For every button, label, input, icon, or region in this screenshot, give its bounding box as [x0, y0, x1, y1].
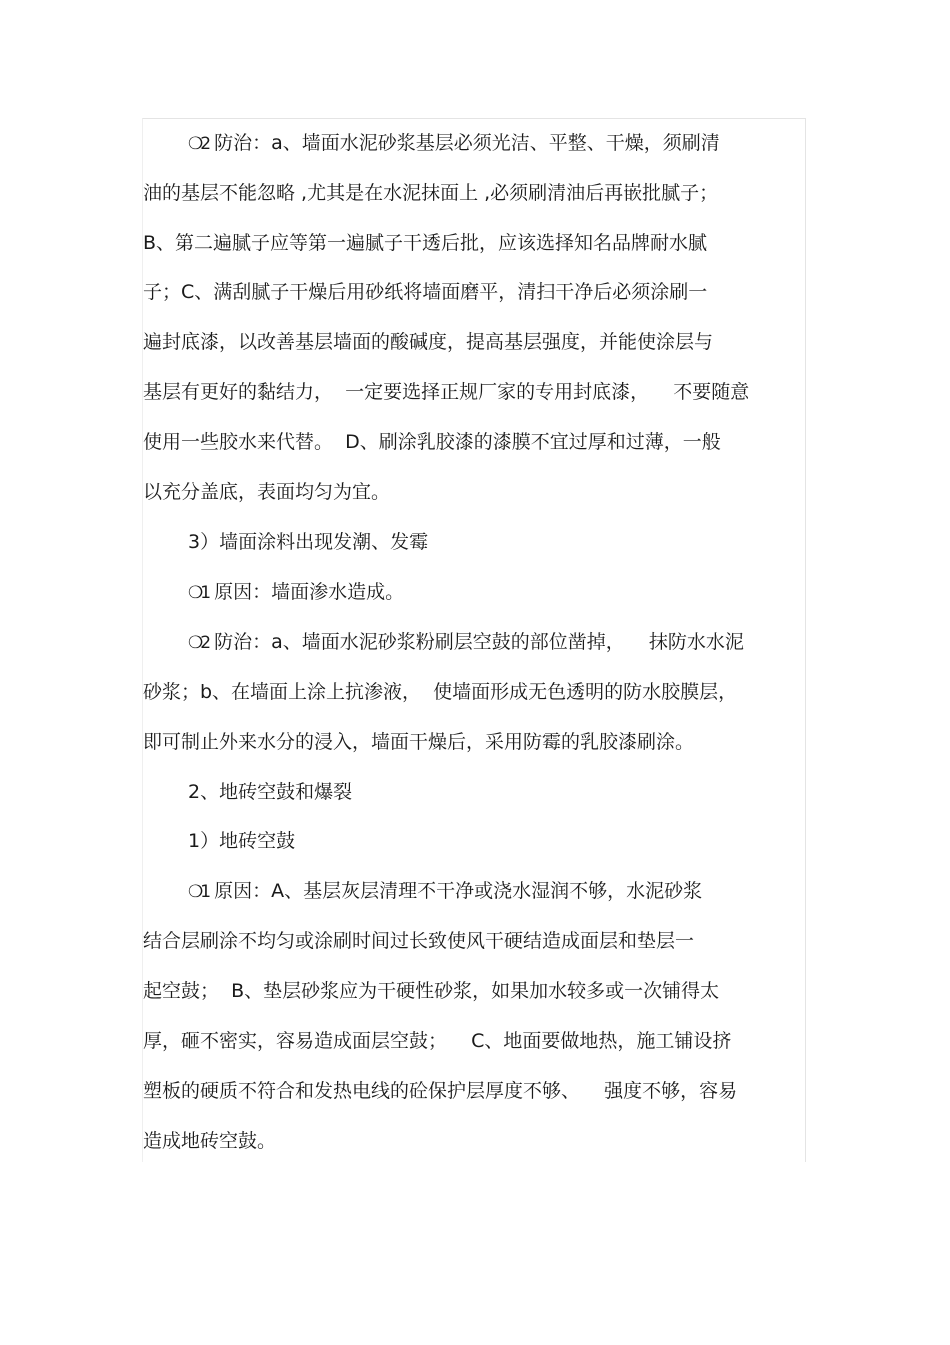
text-line: ❍2 防治：a、墙面水泥砂浆基层必须光洁、平整、干燥，须刷清 [188, 132, 720, 154]
text-line: 砂浆；b、在墙面上涂上抗渗液， 使墙面形成无色透明的防水胶膜层， [143, 681, 738, 703]
section-heading: 2、地砖空鼓和爆裂 [188, 781, 353, 803]
text-line: 子；C、满刮腻子干燥后用砂纸将墙面磨平，清扫干净后必须涂刷一 [143, 281, 708, 303]
circled-number-marker: ❍2 [188, 633, 209, 653]
text-line: 基层有更好的黏结力， 一定要选择正规厂家的专用封底漆， 不要随意 [143, 381, 750, 403]
text-line: 塑板的硬质不符合和发热电线的砼保护层厚度不够、 强度不够，容易 [143, 1080, 738, 1102]
text-line: 遍封底漆，以改善基层墙面的酸碱度，提高基层强度，并能使涂层与 [143, 331, 714, 353]
text-line: 即可制止外来水分的浸入，墙面干燥后，采用防霉的乳胶漆刷涂。 [143, 731, 695, 753]
text-line: 造成地砖空鼓。 [143, 1130, 277, 1152]
subsection-heading: 3）墙面涂料出现发潮、发霉 [188, 531, 429, 553]
subsection-heading: 1）地砖空鼓 [188, 830, 296, 852]
text-line: 起空鼓； B、垫层砂浆应为干硬性砂浆，如果加水较多或一次铺得太 [143, 980, 720, 1002]
text-line: ❍1 原因：A、基层灰层清理不干净或浇水湿润不够，水泥砂浆 [188, 880, 703, 902]
text-line: B、第二遍腻子应等第一遍腻子干透后批，应该选择知名品牌耐水腻 [143, 232, 708, 254]
circled-number-marker: ❍1 [188, 882, 209, 902]
circled-number-marker: ❍1 [188, 583, 209, 603]
text-line: 以充分盖底，表面均匀为宜。 [143, 481, 391, 503]
text-line: 结合层刷涂不均匀或涂刷时间过长致使风干硬结造成面层和垫层一 [143, 930, 695, 952]
circled-number-marker: ❍2 [188, 134, 209, 154]
text-line: 使用一些胶水来代替。 D、刷涂乳胶漆的漆膜不宜过厚和过薄，一般 [143, 431, 721, 453]
text-line: ❍1 原因：墙面渗水造成。 [188, 581, 405, 603]
text-line: ❍2 防治：a、墙面水泥砂浆粉刷层空鼓的部位凿掉， 抹防水水泥 [188, 631, 744, 653]
text-line: 厚，砸不密实，容易造成面层空鼓； C、地面要做地热，施工铺设挤 [143, 1030, 732, 1052]
text-line: 油的基层不能忽略 ,尤其是在水泥抹面上 ,必须刷清油后再嵌批腻子； [143, 182, 719, 204]
